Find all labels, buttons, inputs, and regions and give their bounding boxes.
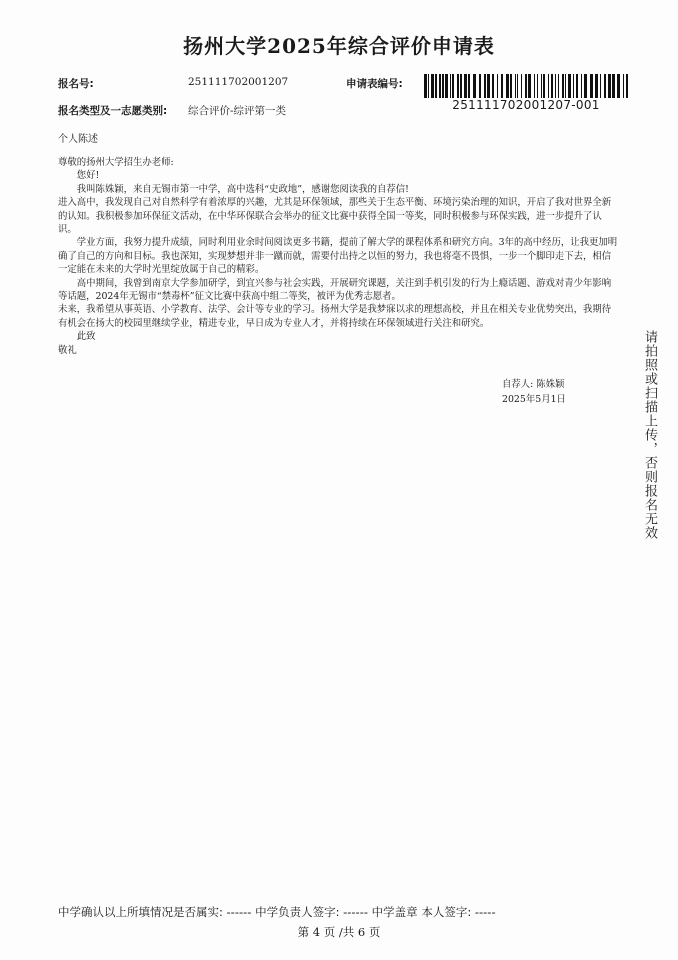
barcode-bar xyxy=(442,74,444,98)
page-indicator: 第 4 页 /共 6 页 xyxy=(297,925,381,939)
form-title: 扬州大学2025年综合评价申请表 xyxy=(183,34,495,58)
barcode-bar xyxy=(506,74,509,98)
barcode-bar xyxy=(452,74,454,98)
barcode-bar xyxy=(487,74,490,98)
barcode-bar xyxy=(450,74,451,98)
barcode-bar xyxy=(497,74,498,98)
barcode-bar xyxy=(573,74,574,98)
barcode-bar xyxy=(521,74,522,98)
signature-date: 2025年5月1日 xyxy=(502,394,566,405)
closing-cizhi: 此致 xyxy=(76,331,96,343)
barcode-bar xyxy=(581,74,582,98)
statement-paragraph: 我叫陈姝颖，来自无锡市第一中学，高中选科“史政地”，感谢您阅读我的自荐信! xyxy=(76,183,409,195)
barcode-bar xyxy=(543,74,545,98)
barcode-bar xyxy=(600,74,601,98)
barcode-bar xyxy=(590,74,593,98)
signer-name: 自荐人: 陈姝颖 xyxy=(502,379,565,390)
barcode-bar xyxy=(479,74,481,98)
school-confirmation-line: 中学确认以上所填情况是否属实: ------ 中学负责人签字: ------ 中学盖章 本人签字: ----- xyxy=(58,905,496,919)
barcode-bar xyxy=(555,74,556,98)
barcode-bar xyxy=(604,74,606,98)
barcode-bar xyxy=(445,74,448,98)
closing-jingli: 敬礼 xyxy=(58,344,77,356)
barcode-image xyxy=(424,74,628,98)
barcode-bar xyxy=(431,74,434,98)
barcode-bar xyxy=(525,74,527,98)
barcode-bar xyxy=(501,74,503,98)
barcode-bar xyxy=(537,74,538,98)
barcode-bar xyxy=(534,74,535,98)
application-number-value: 251111702001207-001 xyxy=(452,98,600,112)
barcode-bar xyxy=(584,74,587,98)
barcode-bar xyxy=(492,74,494,98)
barcode-bar xyxy=(541,74,542,98)
barcode-bar xyxy=(468,74,470,98)
barcode-bar xyxy=(612,74,615,98)
greeting: 您好! xyxy=(76,170,100,182)
barcode-bar xyxy=(548,74,549,98)
section-title-personal-statement: 个人陈述 xyxy=(58,134,98,145)
statement-paragraph: 高中期间，我曾到南京大学参加研学，到宜兴参与社会实践，开展研究课题，关注到手机引发的行为上瘾话题、游戏对青少年影响等话题，2024年无锡市“禁毒杯”征文比赛中获高中组二等奖，被评为优秀志愿者。 xyxy=(58,277,612,303)
barcode-bar xyxy=(623,74,624,98)
barcode-bar xyxy=(424,74,427,98)
personal-statement-body xyxy=(58,156,620,357)
barcode-bar xyxy=(608,74,611,98)
barcode-bar xyxy=(562,74,564,98)
barcode-bar xyxy=(515,74,516,98)
barcode-bar xyxy=(576,74,578,98)
barcode-bar xyxy=(428,74,429,98)
barcode-bar xyxy=(617,74,620,98)
barcode-bar xyxy=(565,74,566,98)
barcode-bar xyxy=(435,74,437,98)
registration-number-label: 报名号: xyxy=(58,78,94,90)
barcode-bar xyxy=(517,74,518,98)
barcode-bar xyxy=(457,74,459,98)
statement-paragraph: 未来，我希望从事英语、小学教育、法学、会计等专业的学习。扬州大学是我梦寐以求的理想高校，并且在相关专业优势突出，我期待有机会在扬大的校园里继续学业，精进专业，早日成为专业人才，并将持续在环保领域进行关注和研究。 xyxy=(58,304,612,329)
application-number-label: 申请表编号: xyxy=(346,78,403,90)
barcode-bar xyxy=(439,74,441,98)
statement-paragraph: 进入高中，我发现自己对自然科学有着浓厚的兴趣，尤其是环保领域，那些关于生态平衡、环境污染治理的知识，开启了我对世界全新的认知。我积极参加环保征文活动，在中华环保联合会举办的征文比赛中获得全国一等奖，同时积极参与环保实践，进一步提升了认识。 xyxy=(58,197,612,236)
application-type-label: 报名类型及一志愿类别: xyxy=(58,105,168,117)
barcode-bar xyxy=(510,74,512,98)
barcode-bar xyxy=(464,74,467,98)
registration-number-value: 251111702001207 xyxy=(188,76,289,88)
barcode-bar xyxy=(473,74,476,98)
statement-paragraph: 学业方面，我努力提升成绩，同时利用业余时间阅读更多书籍，提前了解大学的课程体系和研究方向。3年的高中经历，让我更加明确了自己的方向和目标。我也深知，实现梦想并非一蹴而就，需要付出持之以恒的努力，我也将毫不畏惧，一步一个脚印走下去，相信一定能在未来的大学时光里绽放属于自己的精彩。 xyxy=(58,237,618,276)
barcode-bar xyxy=(460,74,462,98)
barcode-bar xyxy=(484,74,486,98)
application-type-value: 综合评价-综评第一类 xyxy=(188,105,287,117)
barcode-bar xyxy=(528,74,531,98)
barcode-bar xyxy=(568,74,571,98)
barcode-bar xyxy=(626,74,628,98)
barcode-bar xyxy=(558,74,559,98)
upload-notice-vertical: 请拍照或扫描上传，否则报名无效 xyxy=(642,330,657,540)
barcode-bar xyxy=(551,74,553,98)
barcode-bar xyxy=(595,74,598,98)
salutation: 尊敬的扬州大学招生办老师: xyxy=(58,157,174,168)
